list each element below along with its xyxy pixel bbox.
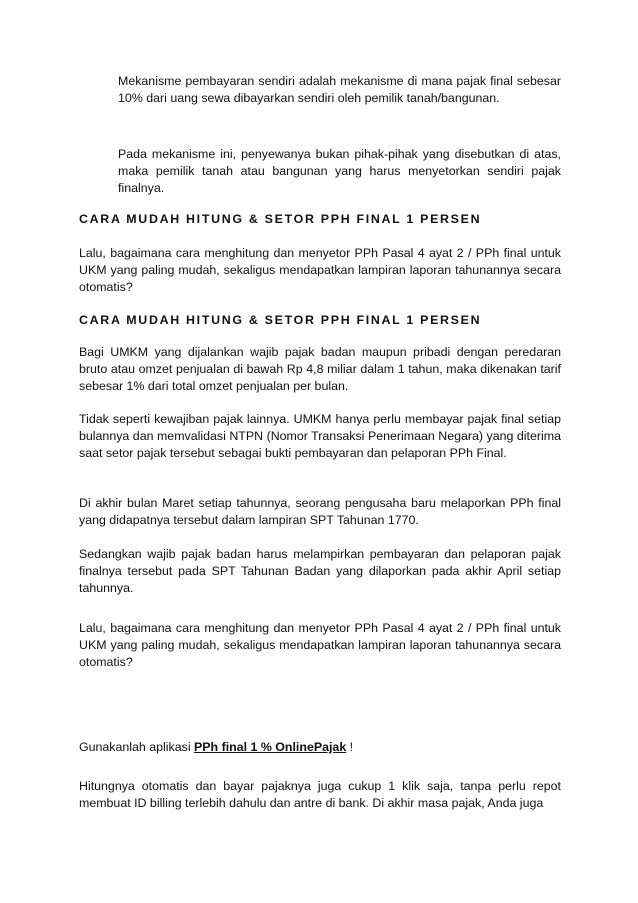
paragraph-3: Tidak seperti kewajiban pajak lainnya. UMKM hanya perlu membayar pajak final setiap bulannya dan memvalidasi NTPN (Nomor Transaksi Penerimaan Negara) yang diterima saat setor pajak tersebut sebagai bukti pembayaran dan pelaporan PPh Final. — [79, 412, 561, 460]
section-heading-1: CARA MUDAH HITUNG & SETOR PPH FINAL 1 PERSEN — [79, 212, 482, 226]
paragraph-4: Di akhir bulan Maret setiap tahunnya, seorang pengusaha baru melaporkan PPh final yang didapatnya tersebut dalam lampiran SPT Tahunan 1770. — [79, 496, 561, 527]
paragraph-2: Bagi UMKM yang dijalankan wajib pajak badan maupun pribadi dengan peredaran bruto atau omzet penjualan di bawah Rp 4,8 miliar dalam 1 tahun, maka dikenakan tarif sebesar 1% dari total omzet penjualan per bulan. — [79, 345, 561, 393]
cta-paragraph — [79, 739, 561, 756]
paragraph-7: Hitungnya otomatis dan bayar pajaknya juga cukup 1 klik saja, tanpa perlu repot membuat ID billing terlebih dahulu dan antre di bank. Di akhir masa pajak, Anda juga — [79, 779, 561, 810]
indented-paragraph-1: Mekanisme pembayaran sendiri adalah mekanisme di mana pajak final sebesar 10% dari uang sewa dibayarkan sendiri oleh pemilik tanah/bangunan. — [118, 74, 561, 105]
indented-paragraph-2: Pada mekanisme ini, penyewanya bukan pihak-pihak yang disebutkan di atas, maka pemilik tanah atau bangunan yang harus menyetorkan sendiri pajak finalnya. — [118, 147, 561, 195]
paragraph-1: Lalu, bagaimana cara menghitung dan menyetor PPh Pasal 4 ayat 2 / PPh final untuk UKM yang paling mudah, sekaligus mendapatkan lampiran laporan tahunannya secara otomatis? — [79, 246, 561, 294]
paragraph-5: Sedangkan wajib pajak badan harus melampirkan pembayaran dan pelaporan pajak finalnya tersebut pada SPT Tahunan Badan yang dilaporkan pada akhir April setiap tahunnya. — [79, 547, 561, 595]
cta-suffix: ! — [346, 740, 354, 754]
cta-prefix: Gunakanlah aplikasi — [79, 740, 195, 754]
section-heading-2: CARA MUDAH HITUNG & SETOR PPH FINAL 1 PERSEN — [79, 313, 482, 327]
onlinepajak-link[interactable]: PPh final 1 % OnlinePajak — [194, 740, 347, 754]
paragraph-6: Lalu, bagaimana cara menghitung dan menyetor PPh Pasal 4 ayat 2 / PPh final untuk UKM yang paling mudah, sekaligus mendapatkan lampiran laporan tahunannya secara otomatis? — [79, 621, 561, 669]
